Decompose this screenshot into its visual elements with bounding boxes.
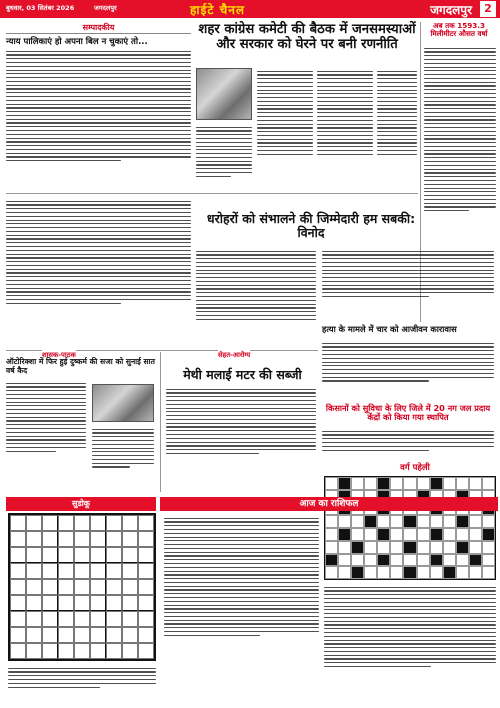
sudoku-cell [122, 531, 138, 547]
sudoku-cell [10, 515, 26, 531]
health-body [166, 386, 316, 492]
sudoku-cell [138, 531, 154, 547]
lead-story-col4 [377, 68, 417, 206]
rainfall-headline: अब तक 1593.3 मिलीमीटर औसत वर्षा [430, 21, 488, 38]
sudoku-cell [10, 563, 26, 579]
lead-story-col2 [257, 68, 313, 206]
crossword-cell [482, 566, 495, 579]
health-tag: सेहत-आरोग्य [218, 351, 251, 359]
sudoku-cell [58, 531, 74, 547]
sudoku-cell [42, 579, 58, 595]
sudoku-cell [58, 611, 74, 627]
sudoku-cell [26, 547, 42, 563]
crossword-title: वर्ग पहेली [400, 463, 430, 473]
crossword-cell [351, 541, 364, 554]
issue-city: जगदलपुर [94, 4, 117, 12]
sudoku-cell [58, 547, 74, 563]
sudoku-cell [74, 515, 90, 531]
sudoku-cell [138, 611, 154, 627]
sudoku-cell [122, 611, 138, 627]
heritage-headline: धरोहरों को संभालने की जिम्मेदारी हम सबकी: विनोद [206, 211, 416, 241]
sudoku-cell [74, 579, 90, 595]
left-bottom-body-col2 [92, 426, 154, 494]
sudoku-cell [90, 531, 106, 547]
crossword-cell [377, 528, 390, 541]
crossword-cell [390, 541, 403, 554]
crossword-cell [325, 554, 338, 567]
crossword-cell [338, 554, 351, 567]
sudoku-cell [122, 579, 138, 595]
sudoku-cell [58, 515, 74, 531]
lead-headline: शहर कांग्रेस कमेटी की बैठक में जनसमस्याओं और सरकार को घेरने पर बनी रणनीति [198, 22, 416, 53]
crossword-cell [482, 477, 495, 490]
sudoku-cell [138, 595, 154, 611]
crossword-cell [390, 528, 403, 541]
crossword-cell [456, 528, 469, 541]
crossword-cell [351, 477, 364, 490]
crossword-cell [469, 528, 482, 541]
editorial-headline: न्याय पालिकाएं हो अपना बिल न चुकाएं तो... [6, 37, 148, 47]
crossword-cell [443, 515, 456, 528]
sudoku-cell [106, 547, 122, 563]
sudoku-cell [90, 627, 106, 643]
sudoku-cell [138, 515, 154, 531]
crossword-cell [469, 541, 482, 554]
sudoku-cell [74, 627, 90, 643]
issue-date: बुधवार, 03 सितंबर 2026 [6, 4, 75, 12]
divider [160, 352, 161, 492]
crossword-cell [403, 554, 416, 567]
sudoku-cell [58, 563, 74, 579]
left-bottom-tag: शासक-पाठक [42, 351, 76, 359]
sudoku-cell [138, 547, 154, 563]
crossword-cell [482, 528, 495, 541]
sudoku-cell [90, 579, 106, 595]
crossword-cell [443, 566, 456, 579]
heritage-story-body-left [196, 248, 316, 348]
divider [6, 193, 418, 194]
sudoku-cell [74, 531, 90, 547]
crossword-cell [377, 515, 390, 528]
crossword-cell [364, 566, 377, 579]
crossword-cell [430, 566, 443, 579]
sudoku-grid [8, 513, 156, 661]
sudoku-cell [26, 563, 42, 579]
sudoku-cell [10, 547, 26, 563]
sudoku-cell [122, 643, 138, 659]
crossword-cell [430, 554, 443, 567]
crossword-cell [377, 541, 390, 554]
crossword-grid [324, 476, 496, 580]
sudoku-cell [42, 563, 58, 579]
crossword-cell [338, 541, 351, 554]
murder-case-body [322, 340, 494, 402]
crossword-cell [482, 515, 495, 528]
left-bottom-headline: ऑटोरिक्शा में फिर हुई दुष्कर्म की सजा को सुनाई सात वर्ष कैद [6, 357, 155, 375]
farmer-story-body [322, 428, 494, 460]
crossword-cell [325, 541, 338, 554]
crossword-cell [482, 541, 495, 554]
sudoku-cell [74, 595, 90, 611]
crossword-cell [403, 515, 416, 528]
sudoku-cell [26, 595, 42, 611]
sudoku-cell [58, 627, 74, 643]
sudoku-cell [138, 563, 154, 579]
editorial-body [6, 48, 191, 190]
crossword-cell [403, 541, 416, 554]
crossword-cell [364, 528, 377, 541]
sudoku-cell [90, 515, 106, 531]
heritage-story-body-right [322, 248, 494, 320]
crossword-cell [417, 515, 430, 528]
murder-case-headline: हत्या के मामले में चार को आजीवन कारावास [322, 324, 457, 334]
sudoku-cell [42, 595, 58, 611]
sudoku-cell [106, 627, 122, 643]
sudoku-cell [42, 547, 58, 563]
crossword-cell [351, 515, 364, 528]
crossword-cell [443, 541, 456, 554]
sudoku-cell [122, 515, 138, 531]
sudoku-cell [106, 531, 122, 547]
crossword-cell [403, 477, 416, 490]
crossword-cell [338, 515, 351, 528]
crossword-cell [430, 515, 443, 528]
sudoku-cell [42, 643, 58, 659]
crossword-cell [390, 566, 403, 579]
sudoku-cell [10, 579, 26, 595]
farmer-headline: किसानों को सुविधा के लिए जिले में 20 नग जल प्रदाय केंद्रों को किया गया स्थापित [325, 403, 491, 423]
crossword-cell [325, 477, 338, 490]
crossword-cell [456, 541, 469, 554]
sudoku-cell [26, 515, 42, 531]
crossword-cell [456, 566, 469, 579]
crossword-cell [443, 477, 456, 490]
crossword-cell [390, 515, 403, 528]
crossword-cell [364, 515, 377, 528]
crossword-cell [325, 566, 338, 579]
sudoku-title: सुडोकू [6, 497, 156, 511]
sudoku-cell [58, 579, 74, 595]
sudoku-cell [90, 643, 106, 659]
crossword-cell [364, 554, 377, 567]
crossword-cell [482, 554, 495, 567]
crossword-cell [417, 477, 430, 490]
health-headline: मेथी मलाई मटर की सब्जी [183, 367, 302, 382]
sudoku-instructions [8, 665, 156, 703]
sudoku-cell [74, 563, 90, 579]
sudoku-cell [122, 627, 138, 643]
sudoku-cell [10, 531, 26, 547]
sudoku-cell [106, 643, 122, 659]
sudoku-cell [26, 531, 42, 547]
sudoku-cell [74, 547, 90, 563]
editorial-continued [6, 198, 191, 348]
sudoku-cell [106, 611, 122, 627]
crossword-cell [351, 554, 364, 567]
auto-rickshaw-photo [92, 384, 154, 422]
crossword-cell [430, 541, 443, 554]
crossword-cell [403, 566, 416, 579]
crossword-cell [390, 554, 403, 567]
crossword-cell [325, 528, 338, 541]
left-bottom-body-col1 [6, 380, 86, 494]
sudoku-cell [138, 579, 154, 595]
crossword-cell [364, 541, 377, 554]
crossword-cell [417, 566, 430, 579]
crossword-cell [417, 541, 430, 554]
sudoku-cell [122, 547, 138, 563]
paper-name: जगदलपुर [430, 3, 472, 17]
crossword-cell [417, 554, 430, 567]
sudoku-cell [138, 643, 154, 659]
sudoku-cell [26, 627, 42, 643]
crossword-cell [430, 528, 443, 541]
crossword-cell [469, 566, 482, 579]
rashifal-title: आज का राशिफल [160, 497, 498, 511]
brand-name: हाईटे चैनल [190, 3, 246, 17]
lead-story-photo [196, 68, 252, 120]
crossword-cell [456, 515, 469, 528]
crossword-cell [469, 554, 482, 567]
sudoku-cell [42, 627, 58, 643]
crossword-cell [351, 528, 364, 541]
crossword-cell [325, 515, 338, 528]
crossword-cell [456, 477, 469, 490]
sudoku-cell [90, 563, 106, 579]
sudoku-cell [42, 515, 58, 531]
sudoku-cell [26, 643, 42, 659]
crossword-cell [469, 515, 482, 528]
crossword-cell [417, 528, 430, 541]
sudoku-cell [90, 547, 106, 563]
crossword-cell [377, 566, 390, 579]
crossword-cell [469, 477, 482, 490]
page-number: 2 [480, 1, 496, 17]
sudoku-cell [58, 595, 74, 611]
crossword-cell [403, 528, 416, 541]
sudoku-cell [106, 579, 122, 595]
crossword-cell [364, 477, 377, 490]
sudoku-cell [90, 595, 106, 611]
sudoku-cell [10, 595, 26, 611]
sudoku-cell [106, 515, 122, 531]
sudoku-cell [42, 531, 58, 547]
crossword-cell [443, 554, 456, 567]
crossword-clues [324, 584, 496, 702]
sudoku-cell [106, 563, 122, 579]
sudoku-cell [10, 643, 26, 659]
sudoku-cell [122, 595, 138, 611]
crossword-cell [377, 554, 390, 567]
sudoku-cell [90, 611, 106, 627]
sudoku-cell [10, 611, 26, 627]
lead-story-col3 [317, 68, 373, 206]
sudoku-cell [10, 627, 26, 643]
crossword-cell [351, 566, 364, 579]
sudoku-cell [26, 611, 42, 627]
crossword-cell [338, 477, 351, 490]
sudoku-cell [26, 579, 42, 595]
editorial-label: सम्पादकीय [6, 22, 191, 34]
sudoku-cell [138, 627, 154, 643]
crossword-cell [377, 477, 390, 490]
masthead [0, 0, 500, 18]
sudoku-cell [122, 563, 138, 579]
crossword-cell [430, 477, 443, 490]
sudoku-cell [106, 595, 122, 611]
crossword-cell [338, 528, 351, 541]
sudoku-cell [42, 611, 58, 627]
sudoku-cell [58, 643, 74, 659]
sudoku-cell [74, 611, 90, 627]
crossword-cell [443, 528, 456, 541]
sudoku-cell [74, 643, 90, 659]
crossword-cell [390, 477, 403, 490]
crossword-cell [338, 566, 351, 579]
rashifal-body-left [164, 515, 319, 705]
crossword-cell [456, 554, 469, 567]
